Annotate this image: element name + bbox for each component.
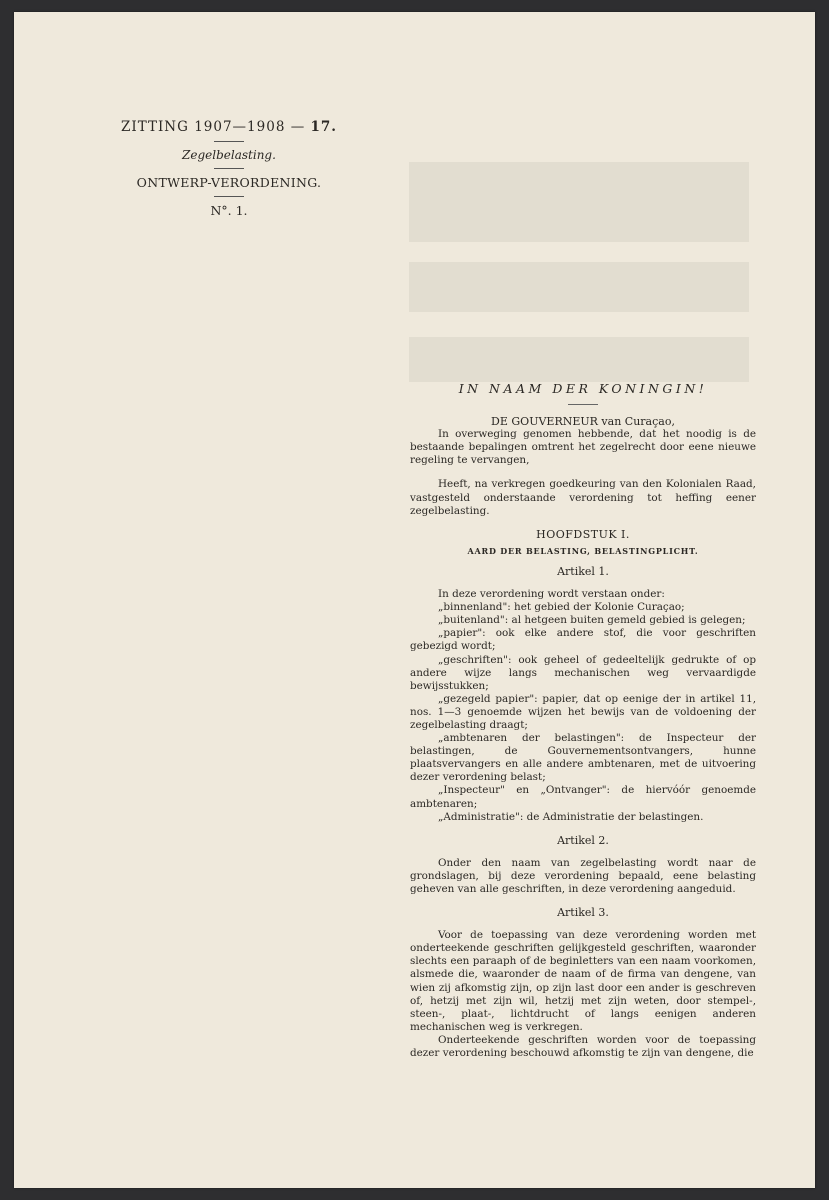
document-number: N°. 1. <box>210 203 248 218</box>
preamble-paragraph: Heeft, na verkregen goedkeuring van den Kolonialen Raad, vastgesteld onderstaande verordening tot heffing eener zegelbelasting. <box>410 478 756 517</box>
definition-line: „binnenland": het gebied der Kolonie Curaçao; <box>438 601 685 614</box>
divider <box>568 404 598 405</box>
article-paragraph: Onder den naam van zegelbelasting wordt naar de grondslagen, bij deze verordening bepaald, eene belasting geheven van alle geschriften, in deze verordening aangeduid. <box>410 856 756 895</box>
definition-line: „Administratie": de Administratie der belastingen. <box>438 810 704 823</box>
article-heading: Artikel 3. <box>557 906 609 920</box>
definition-line: „buitenland": al hetgeen buiten gemeld gebied is gelegen; <box>438 614 746 627</box>
session-label: ZITTING 1907—1908 — <box>121 119 306 135</box>
article-paragraph: Voor de toepassing van deze verordening worden met onderteekende geschriften gelijkgesteld geschriften, waaronder slechts een paraaph of de beginletters van een naam voorkomen, alsmede die, waaronder de naam of de firma van dengene, van wien zij afkomstig zijn, op zijn last door een ander is geschreven of, hetzij met zijn wil, hetzij met zijn weten, door stempel-, steen-, plaat-, lichtdrucht of langs eenigen anderen mechanischen weg is verkregen. <box>410 929 756 1033</box>
divider <box>214 168 244 169</box>
reverse-bleed-through <box>409 337 749 382</box>
definition-line: „Inspecteur" en „Ontvanger": de hiervóór genoemde ambtenaren; <box>410 784 756 810</box>
chapter-subtitle: AARD DER BELASTING, BELASTINGPLICHT. <box>467 545 699 556</box>
definition-line: „gezegeld papier": papier, dat op eenige der in artikel 11, nos. 1—3 genoemde wijzen het bewijs van de voldoening der zegelbelasting draagt; <box>410 692 756 731</box>
article-paragraph: Onderteekende geschriften worden voor de toepassing dezer verordening beschouwd afkomstig te zijn van dengene, die <box>410 1033 756 1060</box>
article-heading: Artikel 2. <box>557 833 609 847</box>
divider <box>214 196 244 197</box>
divider <box>214 141 244 142</box>
session-number: 17. <box>310 119 337 135</box>
subject: Zegelbelasting. <box>182 148 276 162</box>
document-title: ONTWERP-VERORDENING. <box>136 175 322 190</box>
definition-line: In deze verordening wordt verstaan onder: <box>438 588 665 601</box>
article-heading: Artikel 1. <box>557 564 609 578</box>
reverse-bleed-through <box>409 262 749 312</box>
definition-line: „geschriften": ook geheel of gedeeltelijk gedrukte of op andere wijze langs mechanischen weg vervaardigde bewijsstukken; <box>410 653 756 692</box>
definition-line: „ambtenaren der belastingen": de Inspecteur der belastingen, de Gouvernementsontvangers, hunne plaatsvervangers en alle andere ambtenaren, met de uitvoering dezer verordening belast; <box>410 732 756 784</box>
reverse-bleed-through <box>409 162 749 242</box>
definition-line: „papier": ook elke andere stof, die voor geschriften gebezigd wordt; <box>410 627 756 653</box>
chapter-heading: HOOFDSTUK I. <box>536 527 630 541</box>
document-page <box>14 12 815 1188</box>
governor-line: DE GOUVERNEUR van Curaçao, <box>491 415 675 429</box>
preamble-paragraph: In overweging genomen hebbende, dat het noodig is de bestaande bepalingen omtrent het zegelrecht door eene nieuwe regeling te vervangen, <box>410 428 756 467</box>
royal-motto: IN NAAM DER KONINGIN! <box>458 381 708 396</box>
main-text-column <box>410 382 756 1060</box>
document-header <box>109 119 349 218</box>
session-line <box>109 119 349 135</box>
